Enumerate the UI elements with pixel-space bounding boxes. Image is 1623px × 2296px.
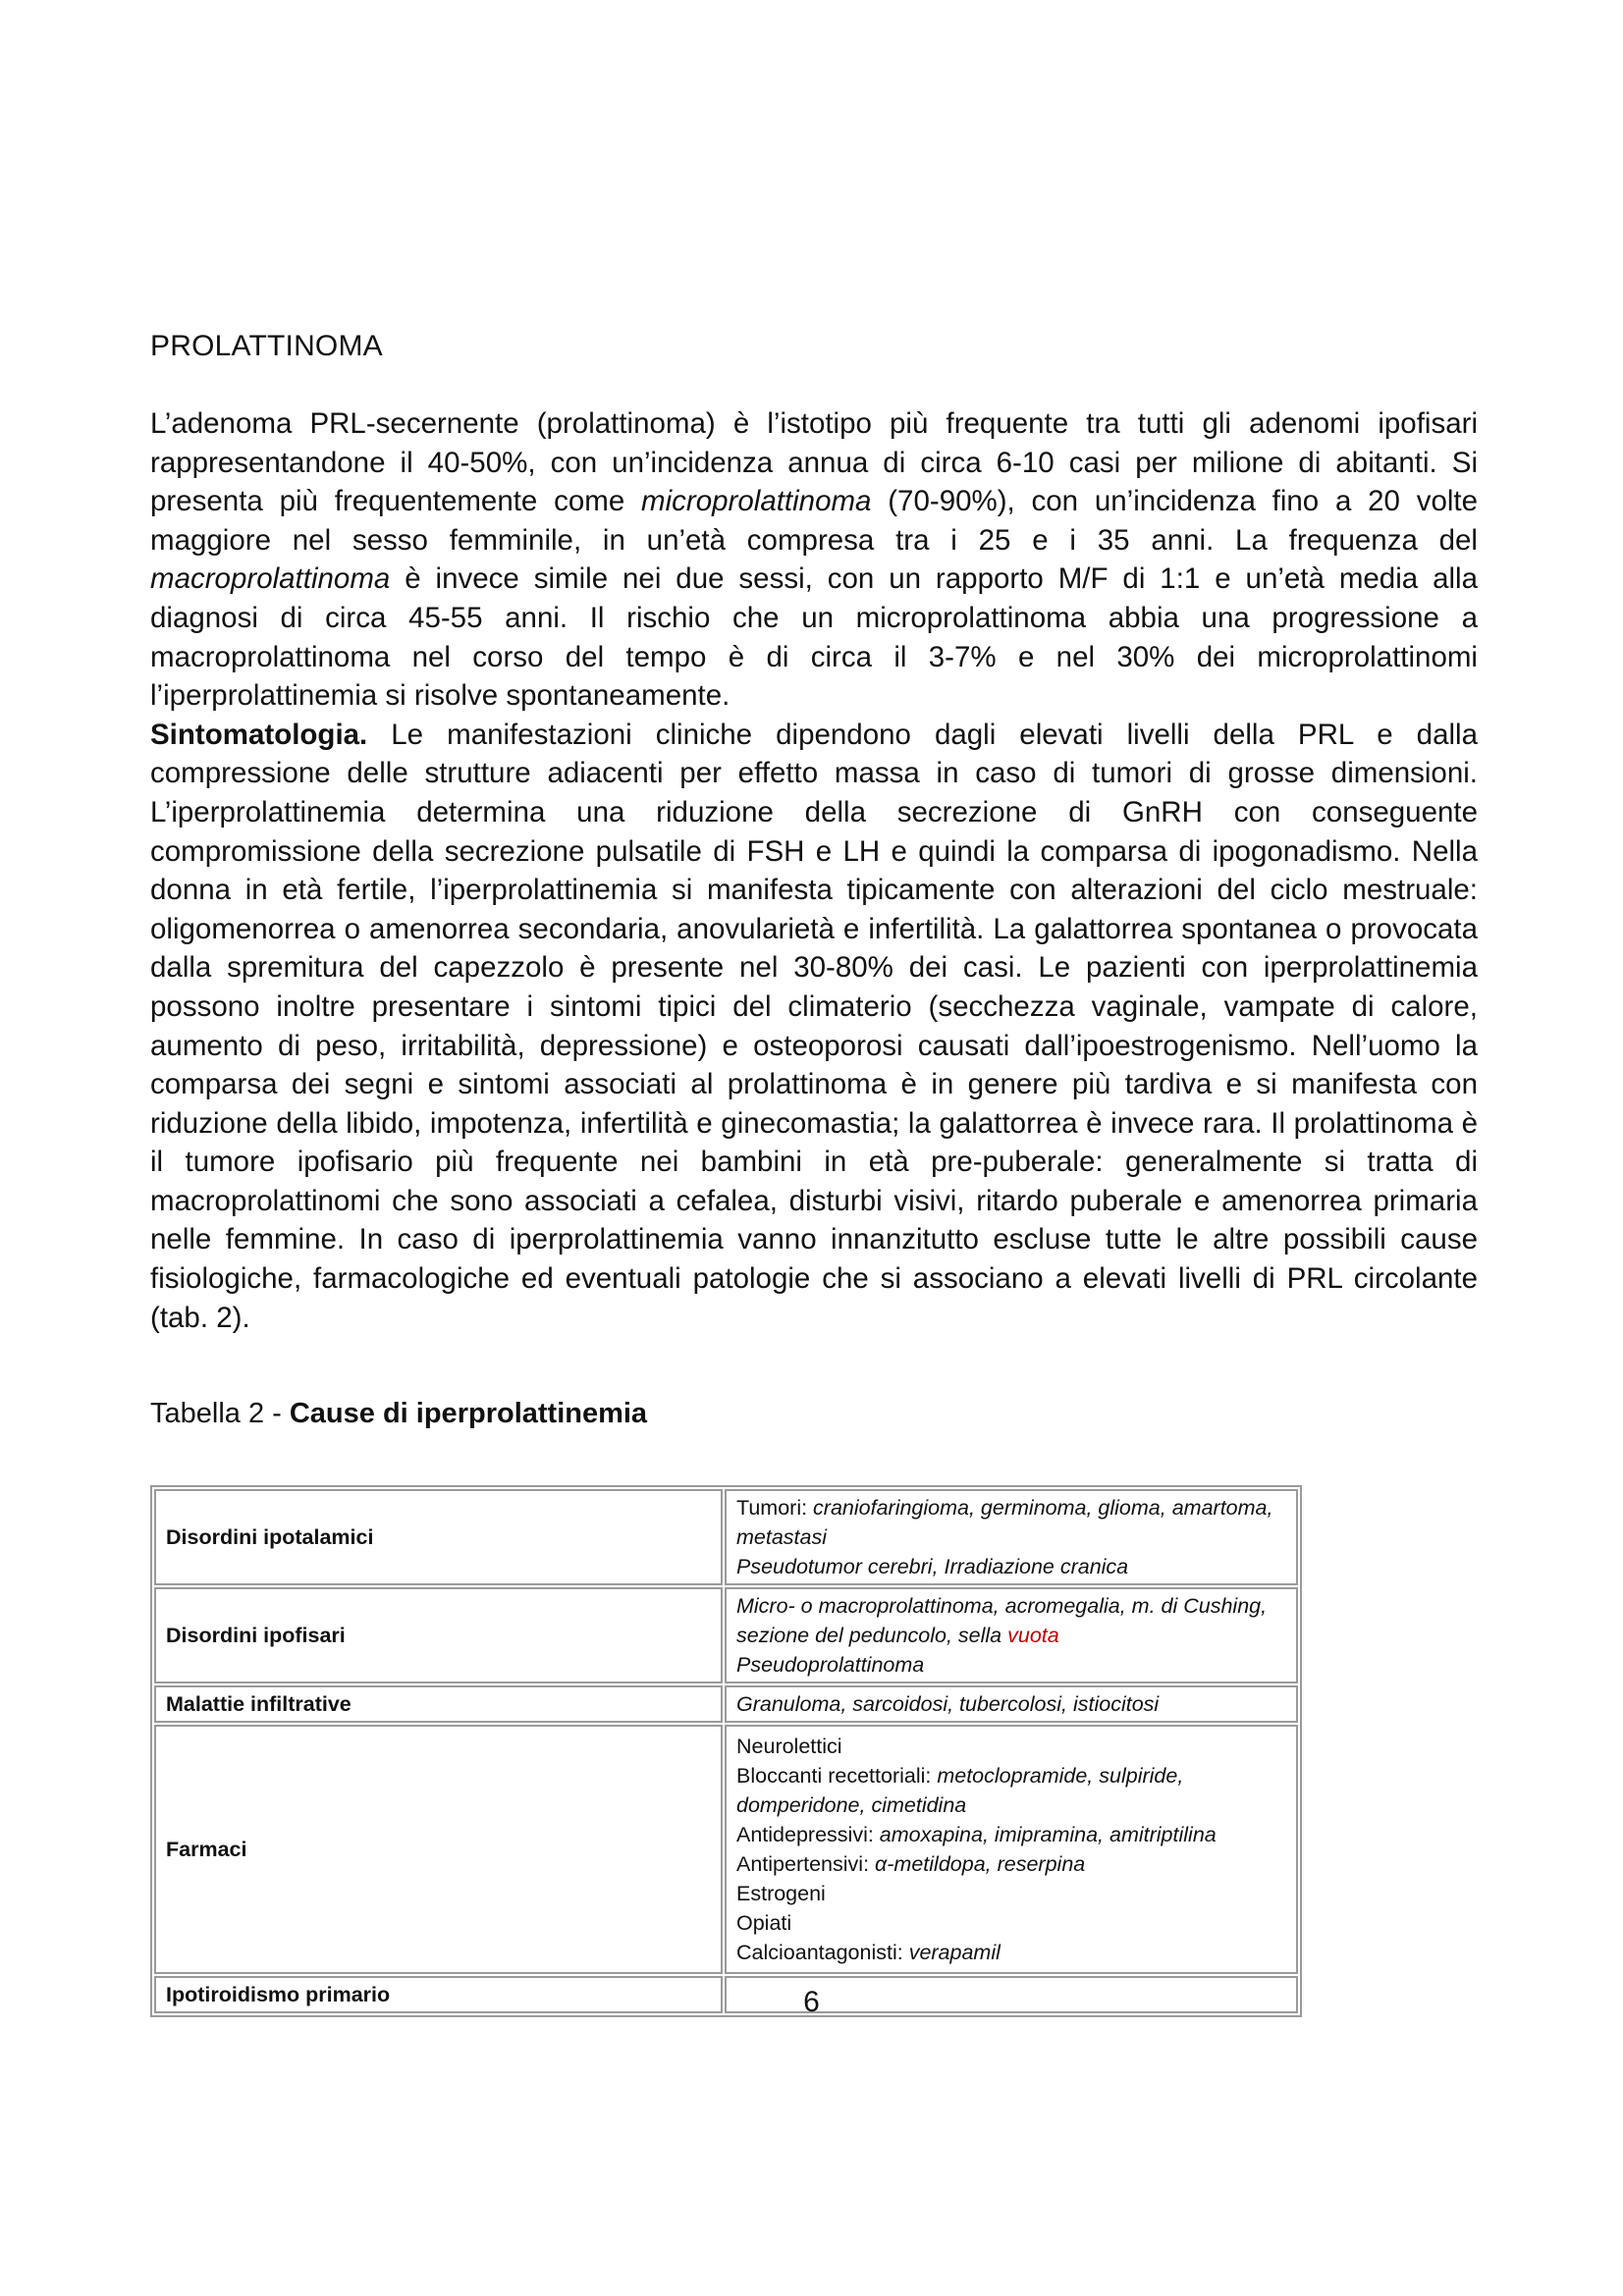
description-cell: Micro- o macroprolattinoma, acromegalia, m. di Cushing, sezione del peduncolo, sella vuota Pseudoprolattinoma [725, 1587, 1298, 1683]
description-cell: Tumori: craniofaringioma, germinoma, glioma, amartoma, metastasi Pseudotumor cerebri, Irradiazione cranica [725, 1489, 1298, 1585]
microprolattinoma-term: microprolattinoma [641, 485, 872, 518]
description-cell: Neurolettici Bloccanti recettoriali: metoclopramide, sulpiride, domperidone, cimetidina Antidepressivi: amoxapina, imipramina, amitriptilina Antipertensivi: α-metildopa, reserpina Estrogeni Opiati Calcioantagonisti: verapamil [725, 1725, 1298, 1974]
causes-table [150, 1485, 1302, 2017]
symptoms-paragraph: Sintomatologia. Le manifestazioni cliniche dipendono dagli elevati livelli della PRL e dalla compressione delle strutture adiacenti per effetto massa in caso di tumori di grosse dimensioni. L’iperprolattinemia determina una riduzione della secrezione di GnRH con conseguente compromissione della secrezione pulsatile di FSH e LH e quindi la comparsa di ipogonadismo. Nella donna in età fertile, l’iperprolattinemia si manifesta tipicamente con alterazioni del ciclo mestruale: oligomenorrea o amenorrea secondaria, anovularietà e infertilità. La galattorrea spontanea o provocata dalla spremitura del capezzolo è presente nel 30-80% dei casi. Le pazienti con iperprolattinemia possono inoltre presentare i sintomi tipici del climaterio (secchezza vaginale, vampate di calore, aumento di peso, irritabilità, depressione) e osteoporosi causati dall’ipoestrogenismo. Nell’uomo la comparsa dei segni e sintomi associati al prolattinoma è in genere più tardiva e si manifesta con riduzione della libido, impotenza, infertilità e ginecomastia; la galattorrea è invece rara. Il prolattinoma è il tumore ipofisario più frequente nei bambini in età pre-puberale: generalmente si tratta di macroprolattinomi che sono associati a cefalea, disturbi visivi, ritardo puberale e amenorrea primaria nelle femmine. In caso di iperprolattinemia vanno innanzitutto escluse tutte le altre possibili cause fisiologiche, farmacologiche ed eventuali patologie che si associano a elevati livelli di PRL circolante (tab. 2). [150, 718, 1478, 1334]
body-text [150, 404, 1478, 1337]
section-title: PROLATTINOMA [150, 330, 383, 362]
table-row [154, 1725, 1298, 1974]
category-cell: Disordini ipotalamici [154, 1489, 723, 1585]
table-row [154, 1587, 1298, 1683]
category-cell: Ipotiroidismo primario [154, 1976, 723, 2013]
description-cell: Granuloma, sarcoidosi, tubercolosi, istiocitosi [725, 1685, 1298, 1723]
highlighted-word: vuota [1007, 1624, 1059, 1647]
intro-paragraph: L’adenoma PRL-secernente (prolattinoma) è l’istotipo più frequente tra tutti gli adenomi ipofisari rappresentandone il 40-50%, con un’incidenza annua di circa 6-10 casi per milione di abitanti. Si presenta più frequentemente come microprolattinoma (70-90%), con un’incidenza fino a 20 volte maggiore nel sesso femminile, in un’età compresa tra i 25 e i 35 anni. La frequenza del macroprolattinoma è invece simile nei due sessi, con un rapporto M/F di 1:1 e un’età media alla diagnosi di circa 45-55 anni. Il rischio che un microprolattinoma abbia una progressione a macroprolattinoma nel corso del tempo è di circa il 3-7% e nel 30% dei microprolattinomi l’iperprolattinemia si risolve spontaneamente. [150, 407, 1479, 713]
table-row [154, 1489, 1298, 1585]
category-cell: Farmaci [154, 1725, 723, 1974]
category-cell: Disordini ipofisari [154, 1587, 723, 1683]
page-number: 6 [803, 1986, 820, 2018]
symptoms-heading: Sintomatologia. [150, 718, 368, 751]
table-row [154, 1685, 1298, 1723]
category-cell: Malattie infiltrative [154, 1685, 723, 1723]
table-caption: Tabella 2 - Cause di iperprolattinemia [150, 1398, 648, 1429]
macroprolattinoma-term: macroprolattinoma [150, 562, 391, 596]
